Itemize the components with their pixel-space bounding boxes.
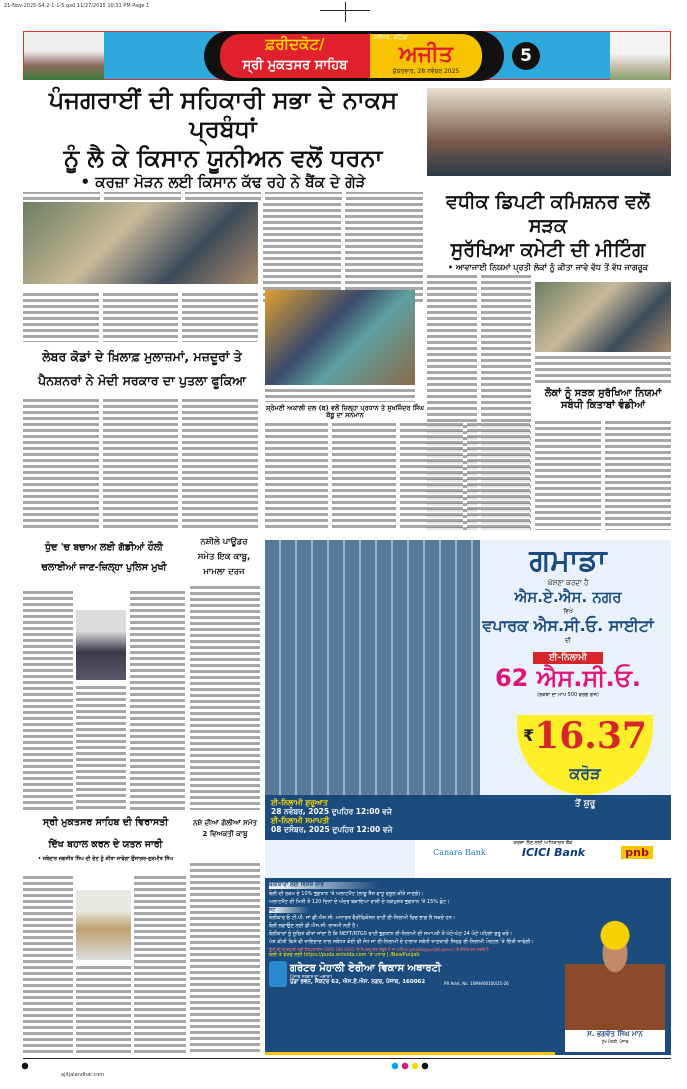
police-chief-photo	[76, 610, 126, 680]
story3-headline	[23, 345, 261, 393]
headline-line: ਸਬੰਧੀ ਕਿਤਾਬਾਂ ਵੰਡੀਆਂ	[560, 399, 646, 411]
story8-headline-block	[23, 812, 188, 863]
story2-headline-block	[425, 190, 671, 273]
visit-line	[269, 952, 559, 958]
from-label: ਤੋਂ ਸ਼ੁਰੂ	[574, 799, 596, 809]
gmada-advertisement	[265, 540, 671, 1055]
paper-city: ਜਲੰਧਰ, ਬਠਿੰਡਾ	[374, 34, 409, 41]
cm-caption	[565, 1030, 665, 1052]
note-item: ਬੋਲੀਕਾਰ ਓ.ਟੀ.ਪੀ. ਜਾਂ ਡੀ.ਐਸ.ਸੀ. ਅਧਾਰਤ ਵੈਰੀਫਿਕੇਸ਼ਨ ਰਾਹੀਂ ਈ-ਨਿਲਾਮੀ ਵਿਚ ਭਾਗ ਲੈ ਸਕਦੇ ਹਨ।	[269, 915, 456, 921]
gmada-brand: ਗਮਾਡਾ	[529, 543, 607, 578]
crop-mark	[345, 2, 346, 22]
price-line	[517, 715, 653, 764]
story1-subhead: • ਕਰਜ਼ਾ ਮੋੜਨ ਲਈ ਕਿਸਾਨ ਕੱਢ ਰਹੇ ਨੇ ਬੈਂਕ ਦੇ ਗੇੜੇ	[80, 173, 366, 191]
paper-logo-box	[370, 34, 482, 78]
story4-photo	[265, 290, 415, 385]
story6-headline	[23, 538, 185, 578]
headline-line: ਦਿੱਖ ਬਹਾਲ ਕਰਨ ਦੇ ਯਤਨ ਜਾਰੀ	[48, 839, 163, 850]
crop-mark	[320, 10, 370, 11]
auction-ribbon: ਈ-ਨਿਲਾਮੀ	[533, 652, 603, 664]
edition-name-2: ਸ੍ਰੀ ਮੁਕਤਸਰ ਸਾਹਿਬ	[242, 58, 348, 73]
benefit-item: ਅਲਾਟਮੈਂਟ ਦੀ ਮਿਤੀ ਤੋਂ 120 ਦਿਨਾਂ ਦੇ ਅੰਦਰ ਬਕਾਇਆ ਰਾਸ਼ੀ ਦੇ ਯਕਮੁਸ਼ਤ ਭੁਗਤਾਨ 'ਤੇ 15% ਛੋਟ।	[269, 899, 450, 905]
left-landmark-photo	[24, 32, 104, 80]
social-handle: /NewPunjab	[390, 952, 420, 958]
edition-name: ਫ਼ਰੀਦਕੋਟ/	[265, 35, 325, 53]
story8-headline	[23, 812, 188, 856]
headline-line: ਧੁੰਦ 'ਚ ਬਚਾਅ ਲਈ ਗੱਡੀਆਂ ਹੌਲੀ	[45, 542, 163, 553]
ad-city: ਐਸ.ਏ.ਐਸ. ਨਗਰ	[514, 588, 622, 606]
benefits-label: ਬੋਲੀਕਾਰਾਂ ਲਈ ਵਿਸ਼ੇਸ਼ ਲਾਭ	[269, 882, 379, 889]
story2-headline	[425, 190, 671, 262]
story1-headline	[23, 86, 423, 173]
story4-caption	[265, 388, 415, 402]
sco-count: 62 ਐਸ.ਸੀ.ਓ.	[494, 664, 642, 692]
print-slug: 21-Nov-2025-S4-2-1-1-5.qxd 11/27/2025 10:31 PM Page 1	[4, 3, 150, 9]
end-label: ਈ-ਨਿਲਾਮੀ ਸਮਾਪਤੀ	[271, 816, 330, 825]
story5-body	[535, 420, 671, 530]
footer-url: ajitjalandhar.com	[61, 1072, 105, 1078]
notes-list	[269, 915, 559, 987]
authority-block	[269, 961, 559, 987]
headline-line: ਲੇਬਰ ਕੋਡਾਂ ਦੇ ਖ਼ਿਲਾਫ਼ ਮੁਲਾਜ਼ਮਾਂ, ਮਜ਼ਦੂਰਾਂ ਤੇ	[42, 349, 242, 364]
visit-url[interactable]: ਬੋਲੀ ਤੇ ਵੇਰਵੇ ਲਈ https://puda.enivida.com 'ਤੇ ਪਧਾਰੋ |	[269, 952, 389, 958]
headline-line: ਚਲਾਈਆਂ ਜਾਣ-ਜ਼ਿਲ੍ਹਾ ਪੁਲਿਸ ਮੁਖੀ	[41, 562, 167, 573]
authority-name: ਗਰੇਟਰ ਮੋਹਾਲੀ ਏਰੀਆ ਵਿਕਾਸ ਅਥਾਰਟੀ	[290, 962, 442, 974]
story4-headline: ਸ਼੍ਰੋਮਣੀ ਅਕਾਲੀ ਦਲ (ਬ) ਵਲੋਂ ਜ਼ਿਲ੍ਹਾ ਪ੍ਰਧਾਨ ਤੇ ਸੁਖਜਿੰਦਰ ਸਿੰਘ ਬੱਬੂ ਦਾ ਸਨਮਾਨ	[266, 404, 424, 420]
story7-headline	[188, 535, 260, 580]
story5-headline	[535, 388, 671, 411]
price-unit: ਕਰੋੜ	[569, 764, 601, 783]
ad-title: ਵਪਾਰਕ ਐਸ.ਸੀ.ਓ. ਸਾਈਟਾਂ	[482, 616, 654, 635]
story8-subhead: • ਜਥੇਦਾਰ ਜਗਜੀਤ ਸਿੰਘ ਦੀ ਦੇਣ ਨੂੰ ਕੀਤਾ ਜਾਵੇਗਾ ਉਜਾਗਰ-ਗੁਰਮੀਤ ਸਿੰਘ	[37, 856, 174, 862]
banks-label: ਕਰਜ਼ਾ ਲੈਣ ਲਈ ਅਧਿਕਾਰਤ ਬੈਂਕ	[513, 840, 573, 846]
story5-caption	[535, 355, 671, 385]
price-circle	[517, 715, 653, 795]
cm-photo	[565, 920, 665, 1030]
start-date: 28 ਨਵੰਬਰ, 2025 ਦੁਪਹਿਰ 12:00 ਵਜੇ	[271, 807, 392, 816]
start-label: ਈ-ਨਿਲਾਮੀ ਸ਼ੁਰੂਆਤ	[271, 798, 328, 807]
plot-size-note: (ਰਕਬਾ ਦਾ ਮਾਪ 500 ਵਰਗ ਗਜ਼)	[537, 692, 599, 698]
story1-body-2	[263, 202, 423, 302]
price-value: 16.37	[534, 715, 647, 757]
story1-photo	[23, 202, 258, 284]
story3-body	[23, 398, 258, 528]
color-registration-marks	[0, 1062, 687, 1070]
page-number: 5	[512, 42, 540, 70]
headline-line: 2 ਵਿਅਕਤੀ ਕਾਬੂ	[202, 830, 248, 838]
ad-headline-block	[465, 540, 671, 699]
story8-body-3	[76, 965, 131, 1055]
story9-headline	[190, 818, 260, 840]
headline-line: ਸਮੇਤ ਇਕ ਕਾਬੂ,	[197, 552, 251, 562]
note-item: ਬੋਲੀਕਾਰਾਂ ਨੂੰ ਸੂਚਿਤ ਕੀਤਾ ਜਾਂਦਾ ਹੈ ਕਿ NEFT/RTGS ਰਾਹੀਂ ਭੁਗਤਾਨ ਈ-ਨਿਲਾਮੀ ਦੀ ਸਮਾਪਤੀ ਤੋਂ ਘੱਟੋ-ਘੱਟ 24 ਘੰਟੇ ਪਹਿਲਾਂ ਸ਼ੁਰੂ ਕਰੋ।	[269, 931, 513, 937]
ad-bottom-stripe	[265, 1052, 555, 1055]
headline-line: ਵਧੀਕ ਡਿਪਟੀ ਕਮਿਸ਼ਨਰ ਵਲੋਂ ਸੜਕ	[446, 191, 650, 237]
pr-number: PR Advt. No. 10MH/00100/25-26	[444, 980, 509, 986]
story1-body-3	[23, 292, 258, 342]
page-divider	[23, 1058, 671, 1059]
authority-sub: (ਪੰਜਾਬ ਸਰਕਾਰ ਦਾ ਅਦਾਰਾ)	[290, 973, 332, 979]
authority-text	[290, 963, 441, 986]
puda-logo-icon	[269, 961, 287, 987]
story6-body-2	[130, 590, 185, 810]
story4-body	[265, 422, 530, 530]
story7-body	[190, 585, 260, 810]
story8-body-2	[134, 875, 186, 1055]
story8-body	[23, 875, 73, 1055]
benefit-item: ਬੋਲੀ ਦੀ ਰਕਮ ਦੇ 10% ਭੁਗਤਾਨ 'ਤੇ ਅਲਾਟਮੈਂਟ (ਲਾਗੂ ਸੈੱਸ ਵਾਧੂ ਵਸੂਲ ਕੀਤੇ ਜਾਣਗੇ)।	[269, 891, 424, 897]
headline-line: ਨੂੰ ਲੈ ਕੇ ਕਿਸਾਨ ਯੂਨੀਅਨ ਵਲੋਂ ਧਰਨਾ	[63, 144, 383, 172]
story2-subhead: • ਆਵਾਜਾਈ ਨਿਯਮਾਂ ਪ੍ਰਤੀ ਲੋਕਾਂ ਨੂੰ ਕੀਤਾ ਜਾਵੇ ਵੱਧ ਤੋਂ ਵੱਧ ਜਾਗਰੂਕ	[447, 263, 649, 272]
story8-photo	[76, 890, 131, 960]
building-photo	[265, 540, 480, 795]
masthead	[23, 31, 671, 80]
headline-line: ਲੋਕਾਂ ਨੂੰ ਸੜਕ ਸੁਰੱਖਿਆ ਨਿਯਮਾਂ	[544, 388, 662, 399]
story6-body	[23, 590, 73, 810]
icici-bank-logo: ICICI Bank	[521, 846, 586, 859]
headline-line: ਸੁਰੱਖਿਆ ਕਮੇਟੀ ਦੀ ਮੀਟਿੰਗ	[450, 239, 646, 261]
issue-date: ਸ਼ੁੱਕਰਵਾਰ, 28 ਨਵੰਬਰ 2025	[392, 68, 460, 75]
headline-line: ਨਸ਼ੇ ਦੀਆਂ ਗੋਲੀਆਂ ਸਮੇਤ	[193, 819, 257, 827]
headline-line: ਮਾਮਲਾ ਦਰਜ	[203, 567, 245, 577]
edition-box	[220, 34, 370, 78]
story6-body-3	[76, 685, 126, 810]
story1-headline-block	[23, 86, 423, 192]
cm-name: ਸ. ਭਗਵੰਤ ਸਿੰਘ ਮਾਨ	[587, 1030, 643, 1038]
note-item: ਬੋਲੀ ਲਗਾਉਣ ਲਈ ਡੀ.ਐਸ.ਸੀ. ਲਾਜ਼ਮੀ ਨਹੀਂ ਹੈ।	[269, 923, 359, 929]
rupee-symbol: ₹	[523, 726, 535, 745]
end-date: 08 ਦਸੰਬਰ, 2025 ਦੁਪਹਿਰ 12:00 ਵਜੇ	[271, 825, 393, 834]
authority-address: ਪੁੱਡਾ ਭਵਨ, ਸੈਕਟਰ 62, ਐਸ.ਏ.ਐਸ. ਨਗਰ, ਪੰਜਾਬ, 160062	[290, 978, 426, 985]
headline-line: ਸ੍ਰੀ ਮੁਕਤਸਰ ਸਾਹਿਬ ਦੀ ਵਿਰਾਸਤੀ	[42, 817, 169, 828]
cm-title: ਮੁੱਖ ਮੰਤਰੀ, ਪੰਜਾਬ	[601, 1039, 629, 1044]
dates-band	[265, 795, 671, 840]
pnb-logo: pnb	[621, 846, 653, 859]
headline-line: ਪੈਨਸ਼ਨਰਾਂ ਨੇ ਮੋਦੀ ਸਰਕਾਰ ਦਾ ਪੁਤਲਾ ਫੂਕਿਆ	[38, 373, 246, 388]
bank-logos	[415, 846, 671, 859]
contact-line: ਕਿਸੇ ਵੀ ਜਾਣਕਾਰੀ ਲਈ ਹੈਲਪਲਾਈਨ 1800 180 0062 'ਤੇ ਸੰਪਰਕ ਕਰ ਸਕਦੇ ਹੋ ਜਾਂ office.gmada@punjab.gov.in 'ਤੇ ਈਮੇਲ ਕਰ ਸਕਦੇ ਹੋ	[269, 947, 489, 952]
story9-body	[190, 862, 260, 1055]
story2-photo	[427, 88, 671, 176]
ad-in: ਵਿਖੇ	[563, 608, 573, 615]
story5-photo	[535, 282, 671, 352]
paper-logo: ਅਜੀਤ	[399, 42, 453, 67]
right-landmark-photo	[610, 32, 670, 80]
headline-line: ਪੰਜਗਰਾਈਂ ਦੀ ਸਹਿਕਾਰੀ ਸਭਾ ਦੇ ਨਾਕਸ ਪ੍ਰਬੰਧਾਂ	[48, 86, 398, 143]
banks-strip	[415, 840, 671, 878]
notes-label: ਨੋਟ	[269, 907, 309, 913]
note-item: ਪੇਸ਼ ਕੀਤੀ ਕਿਸੇ ਵੀ ਜਾਇਦਾਦ ਨਾਲ ਸਬੰਧਤ ਕੋਈ ਵੀ ਸੋਧ ਜਾਂ ਈ-ਨਿਲਾਮੀ ਦੇ ਹਾਲਾਤ ਸਬੰਧੀ ਜਾਣਕਾਰੀ ਸਿਰਫ਼ ਈ-ਨਿਲਾਮੀ ਪੋਰਟਲ 'ਤੇ ਦਿੱਤੀ ਜਾਵੇਗੀ।	[269, 939, 534, 945]
canara-bank-logo: Canara Bank	[433, 848, 486, 857]
headline-line: ਨਸ਼ੀਲੇ ਪਾਊਡਰ	[200, 537, 248, 547]
ad-announces: ਘੋਸ਼ਣਾ ਕਰਦਾ ਹੈ	[547, 579, 589, 587]
ad-of: ਦੀ	[565, 637, 571, 644]
